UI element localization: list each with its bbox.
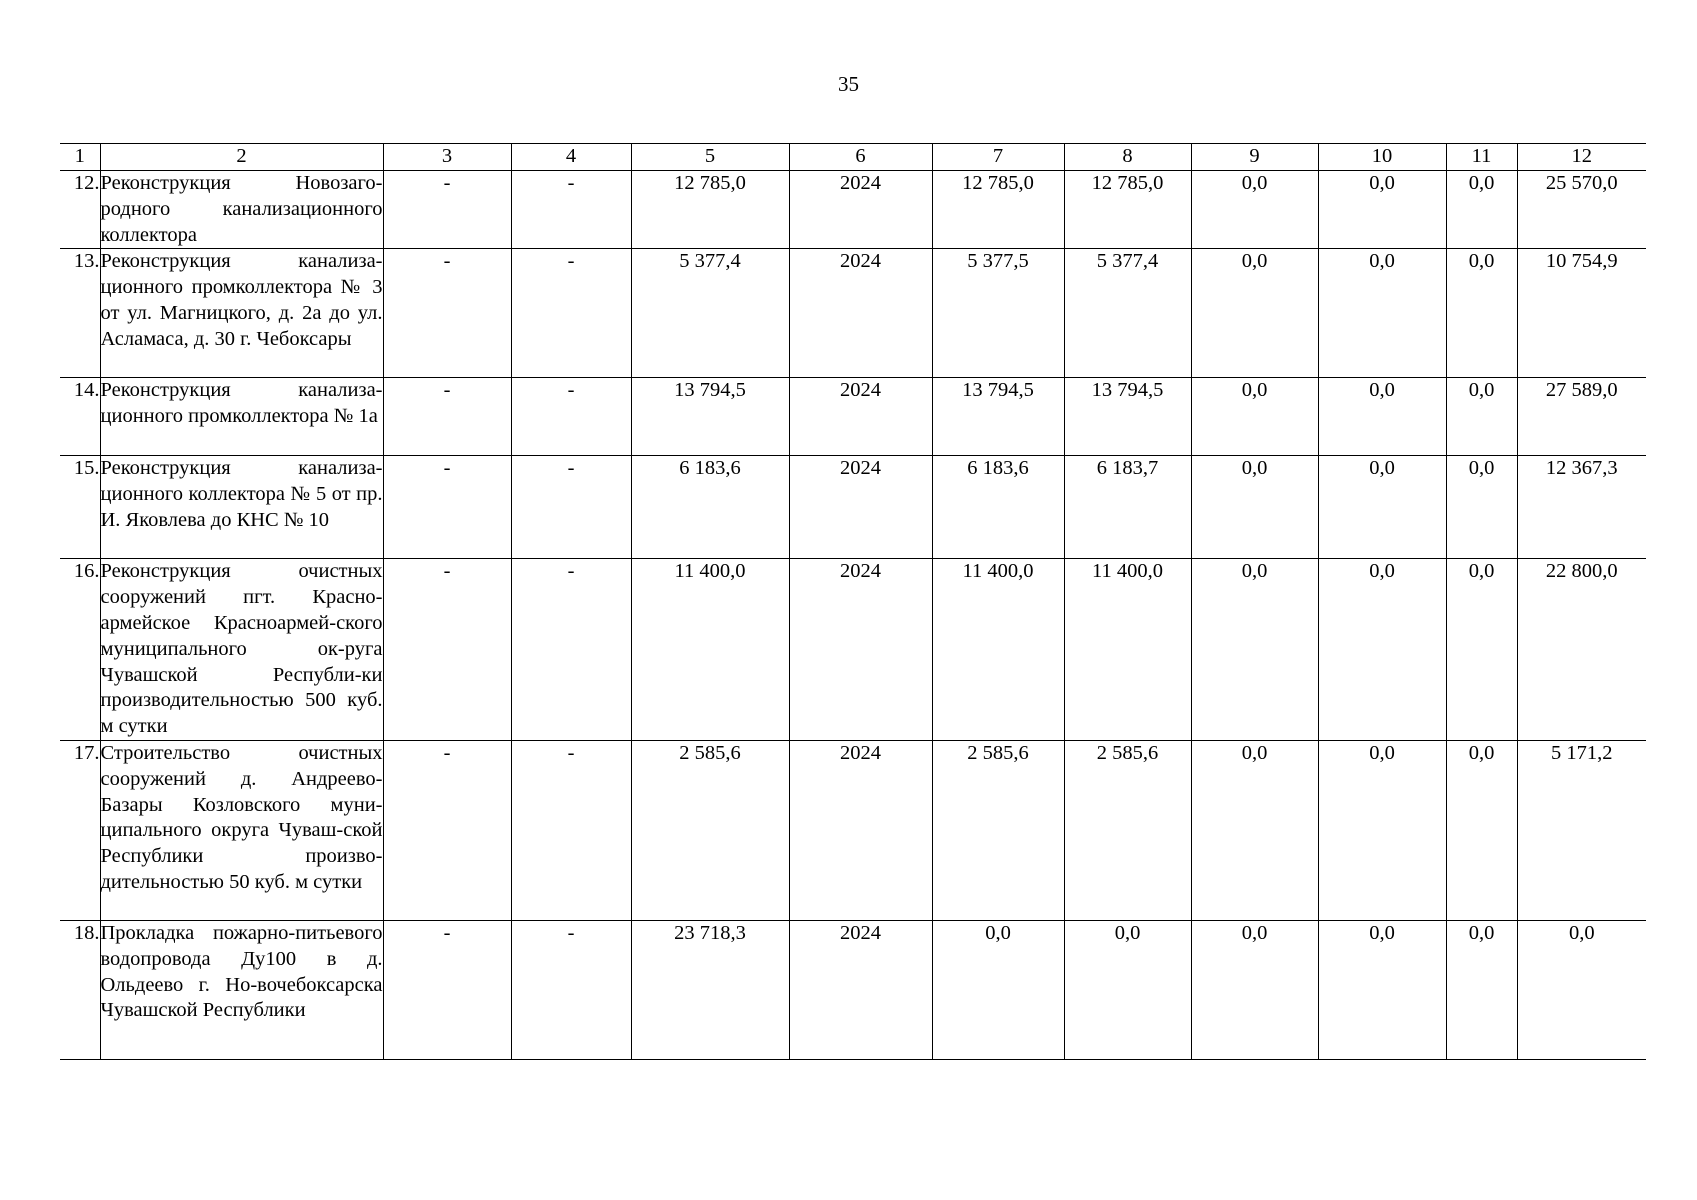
cell-col6: 2024 [789,171,932,249]
cell-col3: - [383,171,511,249]
cell-col11: 0,0 [1446,171,1517,249]
cell-col9: 0,0 [1191,171,1318,249]
column-header: 1 [60,144,100,171]
cell-col5: 11 400,0 [631,559,789,741]
cell-col7: 12 785,0 [932,171,1064,249]
cell-col7: 13 794,5 [932,378,1064,456]
cell-col5: 5 377,4 [631,249,789,378]
cell-col5: 2 585,6 [631,740,789,920]
cell-col12: 25 570,0 [1517,171,1646,249]
row-number: 12. [60,171,100,249]
object-name: Реконструкция Новозаго-родного канализационного коллектора [100,171,383,249]
cell-col7: 2 585,6 [932,740,1064,920]
cell-col7: 6 183,6 [932,456,1064,559]
object-name: Реконструкция очистных сооружений пгт. Красно-армейское Красноармей-ского муниципального ок-руга Чувашской Республи-ки производительностью 500 куб. м сутки [100,559,383,741]
row-number: 13. [60,249,100,378]
cell-col9: 0,0 [1191,249,1318,378]
data-table [60,143,1646,1060]
cell-col3: - [383,920,511,1059]
table-row [60,456,1646,559]
cell-col5: 6 183,6 [631,456,789,559]
column-header: 11 [1446,144,1517,171]
cell-col5: 13 794,5 [631,378,789,456]
object-name: Реконструкция канализа-ционного промколлектора № 3 от ул. Магницкого, д. 2а до ул. Асламаса, д. 30 г. Чебоксары [100,249,383,378]
column-header: 10 [1318,144,1446,171]
cell-col9: 0,0 [1191,740,1318,920]
cell-col11: 0,0 [1446,456,1517,559]
row-number: 17. [60,740,100,920]
cell-col6: 2024 [789,920,932,1059]
cell-col9: 0,0 [1191,456,1318,559]
cell-col10: 0,0 [1318,559,1446,741]
cell-col9: 0,0 [1191,920,1318,1059]
cell-col4: - [511,920,631,1059]
row-number: 16. [60,559,100,741]
table-row [60,378,1646,456]
column-header: 12 [1517,144,1646,171]
cell-col9: 0,0 [1191,559,1318,741]
cell-col4: - [511,249,631,378]
cell-col8: 6 183,7 [1064,456,1191,559]
cell-col11: 0,0 [1446,559,1517,741]
cell-col11: 0,0 [1446,378,1517,456]
cell-col3: - [383,559,511,741]
column-header: 6 [789,144,932,171]
cell-col12: 10 754,9 [1517,249,1646,378]
cell-col3: - [383,378,511,456]
table-row [60,249,1646,378]
cell-col12: 12 367,3 [1517,456,1646,559]
cell-col3: - [383,740,511,920]
column-header: 4 [511,144,631,171]
cell-col8: 11 400,0 [1064,559,1191,741]
column-header: 7 [932,144,1064,171]
cell-col12: 5 171,2 [1517,740,1646,920]
cell-col9: 0,0 [1191,378,1318,456]
cell-col11: 0,0 [1446,920,1517,1059]
cell-col7: 0,0 [932,920,1064,1059]
cell-col6: 2024 [789,559,932,741]
cell-col8: 0,0 [1064,920,1191,1059]
cell-col6: 2024 [789,740,932,920]
cell-col3: - [383,249,511,378]
column-header: 8 [1064,144,1191,171]
object-name: Реконструкция канализа-ционного коллектора № 5 от пр. И. Яковлева до КНС № 10 [100,456,383,559]
cell-col12: 22 800,0 [1517,559,1646,741]
header-row [60,144,1646,171]
object-name: Реконструкция канализа-ционного промколлектора № 1а [100,378,383,456]
cell-col4: - [511,559,631,741]
cell-col10: 0,0 [1318,378,1446,456]
cell-col5: 12 785,0 [631,171,789,249]
table-row [60,920,1646,1059]
cell-col4: - [511,378,631,456]
cell-col11: 0,0 [1446,740,1517,920]
cell-col12: 27 589,0 [1517,378,1646,456]
object-name: Строительство очистных сооружений д. Андреево-Базары Козловского муни-ципального округа Чуваш-ской Республики произво-дительностью 50 куб. м сутки [100,740,383,920]
cell-col4: - [511,171,631,249]
cell-col8: 5 377,4 [1064,249,1191,378]
page-number: 35 [838,72,859,96]
cell-col4: - [511,456,631,559]
cell-col10: 0,0 [1318,920,1446,1059]
table-row [60,559,1646,741]
cell-col10: 0,0 [1318,456,1446,559]
cell-col6: 2024 [789,378,932,456]
column-header: 5 [631,144,789,171]
row-number: 15. [60,456,100,559]
cell-col8: 12 785,0 [1064,171,1191,249]
column-header: 9 [1191,144,1318,171]
object-name: Прокладка пожарно-питьевого водопровода Ду100 в д. Ольдеево г. Но-вочебоксарска Чувашской Республики [100,920,383,1059]
cell-col8: 2 585,6 [1064,740,1191,920]
cell-col12: 0,0 [1517,920,1646,1059]
row-number: 18. [60,920,100,1059]
cell-col6: 2024 [789,249,932,378]
cell-col7: 11 400,0 [932,559,1064,741]
cell-col8: 13 794,5 [1064,378,1191,456]
column-header: 3 [383,144,511,171]
cell-col10: 0,0 [1318,740,1446,920]
table-row [60,740,1646,920]
row-number: 14. [60,378,100,456]
cell-col11: 0,0 [1446,249,1517,378]
cell-col7: 5 377,5 [932,249,1064,378]
cell-col4: - [511,740,631,920]
cell-col10: 0,0 [1318,171,1446,249]
cell-col5: 23 718,3 [631,920,789,1059]
cell-col6: 2024 [789,456,932,559]
cell-col3: - [383,456,511,559]
table-row [60,171,1646,249]
cell-col10: 0,0 [1318,249,1446,378]
column-header: 2 [100,144,383,171]
